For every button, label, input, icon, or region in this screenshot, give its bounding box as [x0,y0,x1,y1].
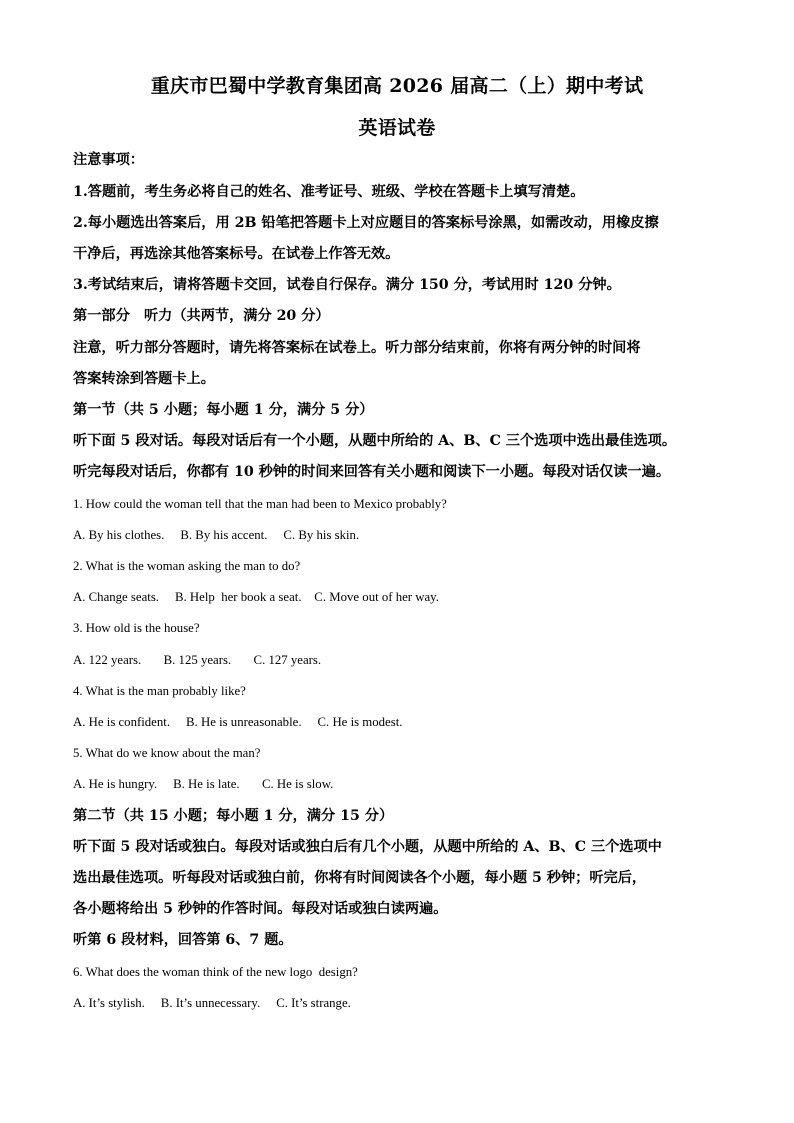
section2-heading: 第二节（共 15 小题；每小题 1 分，满分 15 分） [73,808,394,824]
part1-heading: 第一部分 听力（共两节，满分 20 分） [73,308,330,324]
section2-instructions-line-1: 听下面 5 段对话或独白。每段对话或独白后有几个小题，从题中所给的 A、B、C 三个选项中 [73,839,662,855]
notice-item-1: 1.答题前，考生务必将自己的姓名、准考证号、班级、学校在答题卡上填写清楚。 [73,184,585,200]
part1-note-line-2: 答案转涂到答题卡上。 [73,371,215,387]
question-5-options: A. He is hungry. B. He is late. C. He is slow. [73,777,334,791]
notice-heading: 注意事项： [73,152,144,168]
notice-item-3: 3.考试结束后，请将答题卡交回，试卷自行保存。满分 150 分，考试用时 120 分钟。 [73,277,621,293]
notice-item-2-line-1: 2.每小题选出答案后，用 2B 铅笔把答题卡上对应题目的答案标号涂黑，如需改动，用橡皮擦 [73,215,659,231]
material-6-heading: 听第 6 段材料，回答第 6、7 题。 [73,932,293,948]
question-3: 3. How old is the house? [73,621,200,635]
question-4-options: A. He is confident. B. He is unreasonable. C. He is modest. [73,715,403,729]
question-2-options: A. Change seats. B. Help her book a seat. C. Move out of her way. [73,590,439,604]
section1-instructions-line-1: 听下面 5 段对话。每段对话后有一个小题，从题中所给的 A、B、C 三个选项中选出最佳选项。 [73,433,677,449]
question-6-options: A. It’s stylish. B. It’s unnecessary. C. It’s strange. [73,996,351,1010]
section1-instructions-line-2: 听完每段对话后，你都有 10 秒钟的时间来回答有关小题和阅读下一小题。每段对话仅读一遍。 [73,464,671,480]
section1-heading: 第一节（共 5 小题；每小题 1 分，满分 5 分） [73,402,374,418]
question-2: 2. What is the woman asking the man to do? [73,559,301,573]
section2-instructions-line-3: 各小题将给出 5 秒钟的作答时间。每段对话或独白读两遍。 [73,901,448,917]
section2-instructions-line-2: 选出最佳选项。听每段对话或独白前，你将有时间阅读各个小题，每小题 5 秒钟；听完后， [73,870,647,886]
question-6: 6. What does the woman think of the new logo design? [73,965,358,979]
question-5: 5. What do we know about the man? [73,746,261,760]
part1-note-line-1: 注意，听力部分答题时，请先将答案标在试卷上。听力部分结束前，你将有两分钟的时间将 [73,340,641,356]
exam-subtitle: 英语试卷 [358,117,436,139]
question-1: 1. How could the woman tell that the man had been to Mexico probably? [73,497,447,511]
question-4: 4. What is the man probably like? [73,684,246,698]
exam-title: 重庆市巴蜀中学教育集团高 2026 届高二（上）期中考试 [150,75,644,97]
question-3-options: A. 122 years. B. 125 years. C. 127 years. [73,653,322,667]
question-1-options: A. By his clothes. B. By his accent. C. By his skin. [73,528,360,542]
notice-item-2-line-2: 干净后，再选涂其他答案标号。在试卷上作答无效。 [73,246,400,262]
